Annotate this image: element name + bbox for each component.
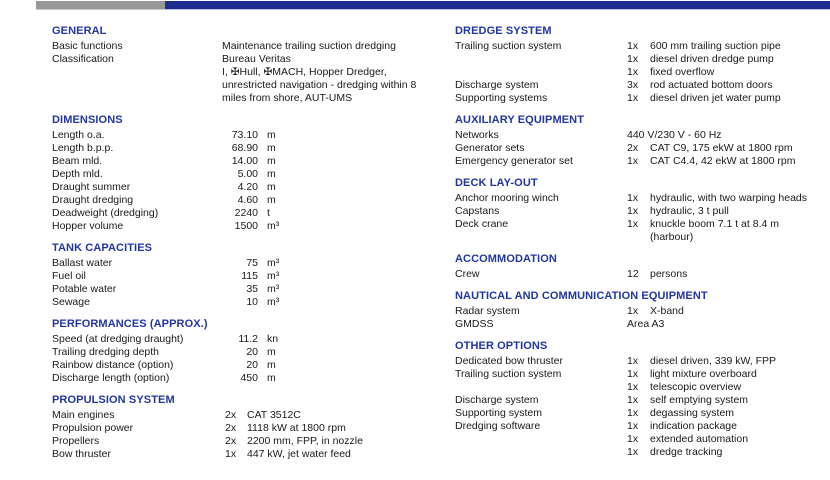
row-quantity: 1x	[627, 192, 639, 204]
spec-row	[455, 420, 830, 433]
row-label: Classification	[52, 53, 114, 65]
row-quantity: 1x	[225, 448, 237, 460]
row-unit: m	[267, 129, 276, 141]
spec-row	[455, 381, 830, 394]
row-label: Rainbow distance (option)	[52, 359, 174, 371]
spec-column-left	[52, 24, 435, 469]
row-label	[455, 433, 627, 446]
row-quantity: 12	[627, 268, 639, 280]
spec-row	[52, 40, 435, 53]
spec-column-right	[455, 24, 830, 467]
row-unit: m	[267, 155, 276, 167]
row-quantity: 1x	[627, 305, 639, 317]
row-label: Hopper volume	[52, 220, 124, 232]
row-value: 14.00	[231, 155, 258, 167]
row-label	[52, 92, 222, 105]
row-description: Bureau Veritas	[222, 53, 291, 65]
row-label: Deadweight (dredging)	[52, 207, 159, 219]
row-description: 1118 kW at 1800 rpm	[247, 422, 346, 434]
row-label	[455, 66, 627, 79]
row-value: 75	[246, 257, 258, 269]
spec-row	[52, 448, 435, 461]
row-quantity: 2x	[627, 142, 639, 154]
section-title: NAUTICAL AND COMMUNICATION EQUIPMENT	[455, 290, 708, 302]
row-description: telescopic overview	[650, 381, 742, 393]
spec-row	[52, 66, 435, 79]
row-description: diesel driven jet water pump	[650, 92, 781, 104]
spec-row	[52, 270, 435, 283]
row-label: Draught summer	[52, 181, 131, 193]
row-label: Length b.p.p.	[52, 142, 114, 154]
section-other-options	[455, 339, 830, 459]
section-title: DREDGE SYSTEM	[455, 25, 552, 37]
row-description: persons	[650, 268, 688, 280]
row-value: 2240	[234, 207, 258, 219]
row-label: Deck crane	[455, 218, 509, 230]
row-value: 10	[246, 296, 258, 308]
row-description: CAT C9, 175 ekW at 1800 rpm	[650, 142, 793, 154]
spec-row	[455, 305, 830, 318]
top-bar-blue-segment	[165, 1, 830, 10]
spec-row	[455, 446, 830, 459]
section-dredge-system	[455, 24, 830, 105]
row-description: 447 kW, jet water feed	[247, 448, 351, 460]
row-value: 1500	[234, 220, 258, 232]
row-label	[455, 381, 627, 394]
row-unit: kn	[267, 333, 279, 345]
section-title: DIMENSIONS	[52, 114, 123, 126]
row-label: Sewage	[52, 296, 90, 308]
row-quantity: 1x	[627, 394, 639, 406]
section-auxiliary-equipment	[455, 113, 830, 168]
spec-row	[455, 394, 830, 407]
spec-row	[455, 142, 830, 155]
row-label: Capstans	[455, 205, 500, 217]
spec-row	[52, 220, 435, 233]
row-quantity: 1x	[627, 381, 639, 393]
row-label: Emergency generator set	[455, 155, 573, 167]
row-description: hydraulic, with two warping heads	[650, 192, 807, 204]
spec-row	[52, 92, 435, 105]
row-description: dredge tracking	[650, 446, 723, 458]
row-label: Length o.a.	[52, 129, 105, 141]
row-description: hydraulic, 3 t pull	[650, 205, 729, 217]
section-title: OTHER OPTIONS	[455, 340, 548, 352]
spec-row	[455, 218, 830, 231]
row-value: 115	[241, 270, 258, 282]
row-quantity: 1x	[627, 155, 639, 167]
row-quantity: 1x	[627, 420, 639, 432]
row-unit: m³	[267, 257, 280, 269]
section-deck-lay-out	[455, 176, 830, 244]
row-label: Discharge system	[455, 79, 539, 91]
row-description: rod actuated bottom doors	[650, 79, 773, 91]
row-quantity: 1x	[627, 40, 639, 52]
row-description: 600 mm trailing suction pipe	[650, 40, 781, 52]
row-quantity: 1x	[627, 92, 639, 104]
row-label: GMDSS	[455, 318, 494, 330]
spec-row	[52, 296, 435, 309]
row-value: 35	[246, 283, 258, 295]
section-tank-capacities	[52, 241, 435, 309]
row-quantity: 1x	[627, 355, 639, 367]
row-description: miles from shore, AUT-UMS	[222, 92, 353, 104]
spec-row	[52, 155, 435, 168]
row-value-wide: Area A3	[627, 318, 665, 330]
row-unit: m	[267, 372, 276, 384]
section-title: DECK LAY-OUT	[455, 177, 538, 189]
row-label: Speed (at dredging draught)	[52, 333, 184, 345]
row-quantity	[627, 231, 650, 244]
section-title: TANK CAPACITIES	[52, 242, 153, 254]
row-label: Anchor mooring winch	[455, 192, 559, 204]
row-quantity: 1x	[627, 368, 639, 380]
row-label: Basic functions	[52, 40, 123, 52]
row-value: 4.20	[237, 181, 258, 193]
spec-row	[52, 359, 435, 372]
top-bar-gray-segment	[36, 1, 165, 10]
row-quantity: 2x	[225, 435, 237, 447]
row-unit: m	[267, 181, 276, 193]
spec-row	[52, 181, 435, 194]
row-label: Propellers	[52, 435, 100, 447]
row-description: degassing system	[650, 407, 735, 419]
row-unit: m³	[267, 220, 280, 232]
row-quantity: 1x	[627, 205, 639, 217]
row-label: Depth mld.	[52, 168, 103, 180]
section-nautical-and-communication-equipment	[455, 289, 830, 331]
spec-row	[52, 168, 435, 181]
row-value: 5.00	[237, 168, 258, 180]
row-description: 2200 mm, FPP, in nozzle	[247, 435, 363, 447]
row-description: unrestricted navigation - dredging within 8	[222, 79, 417, 91]
spec-row	[455, 192, 830, 205]
spec-row	[455, 155, 830, 168]
row-unit: m³	[267, 270, 280, 282]
row-description: knuckle boom 7.1 t at 8.4 m	[650, 218, 779, 230]
spec-row	[52, 333, 435, 346]
row-quantity: 3x	[627, 79, 639, 91]
row-description: (harbour)	[650, 231, 694, 243]
row-label	[455, 446, 627, 459]
row-description: indication package	[650, 420, 737, 432]
row-description: fixed overflow	[650, 66, 715, 78]
row-value: 450	[240, 372, 258, 384]
row-label: Dedicated bow thruster	[455, 355, 563, 367]
row-quantity: 1x	[627, 53, 639, 65]
section-title: AUXILIARY EQUIPMENT	[455, 114, 585, 126]
section-title: PROPULSION SYSTEM	[52, 394, 175, 406]
spec-row	[455, 368, 830, 381]
row-label: Discharge system	[455, 394, 539, 406]
row-label: Networks	[455, 129, 499, 141]
section-title: ACCOMMODATION	[455, 253, 557, 265]
spec-row	[52, 372, 435, 385]
spec-row	[52, 409, 435, 422]
section-accommodation	[455, 252, 830, 281]
section-propulsion-system	[52, 393, 435, 461]
spec-row	[455, 318, 830, 331]
spec-row	[455, 268, 830, 281]
row-label	[455, 53, 627, 66]
row-unit: m³	[267, 296, 280, 308]
row-label: Bow thruster	[52, 448, 111, 460]
row-description: CAT C4.4, 42 ekW at 1800 rpm	[650, 155, 796, 167]
row-description: Maintenance trailing suction dredging	[222, 40, 396, 52]
row-value: 4.60	[237, 194, 258, 206]
spec-row	[52, 346, 435, 359]
row-quantity: 1x	[627, 66, 639, 78]
row-label: Main engines	[52, 409, 115, 421]
spec-row	[455, 129, 830, 142]
row-quantity: 1x	[627, 218, 639, 230]
row-label: Supporting systems	[455, 92, 548, 104]
row-label: Propulsion power	[52, 422, 134, 434]
row-value: 20	[246, 346, 258, 358]
row-label: Beam mld.	[52, 155, 103, 167]
row-label	[52, 66, 222, 79]
row-label: Discharge length (option)	[52, 372, 170, 384]
row-value: 20	[246, 359, 258, 371]
row-unit: m³	[267, 283, 280, 295]
row-description: diesel driven, 339 kW, FPP	[650, 355, 777, 367]
section-title: PERFORMANCES (APPROX.)	[52, 318, 208, 330]
row-label: Trailing suction system	[455, 40, 562, 52]
row-description: diesel driven dredge pump	[650, 53, 774, 65]
row-unit: m	[267, 359, 276, 371]
row-description: self emptying system	[650, 394, 749, 406]
row-description: CAT 3512C	[247, 409, 301, 421]
row-quantity: 2x	[225, 409, 237, 421]
spec-row	[455, 92, 830, 105]
row-label: Dredging software	[455, 420, 541, 432]
spec-row	[52, 207, 435, 220]
row-label: Draught dredging	[52, 194, 134, 206]
row-quantity: 1x	[627, 407, 639, 419]
row-unit: t	[267, 207, 270, 219]
row-unit: m	[267, 346, 276, 358]
row-description: extended automation	[650, 433, 749, 445]
spec-row	[52, 129, 435, 142]
spec-row	[52, 194, 435, 207]
row-unit: m	[267, 168, 276, 180]
spec-row	[52, 422, 435, 435]
row-label: Fuel oil	[52, 270, 86, 282]
row-label	[52, 79, 222, 92]
spec-row	[455, 66, 830, 79]
row-label: Ballast water	[52, 257, 113, 269]
spec-row	[52, 142, 435, 155]
row-description: light mixture overboard	[650, 368, 757, 380]
row-label: Supporting system	[455, 407, 542, 419]
spec-row	[455, 205, 830, 218]
spec-row	[52, 283, 435, 296]
row-label	[455, 231, 627, 244]
row-quantity: 2x	[225, 422, 237, 434]
row-label: Radar system	[455, 305, 520, 317]
spec-row	[52, 435, 435, 448]
spec-row	[455, 79, 830, 92]
spec-row	[455, 40, 830, 53]
spec-row	[455, 407, 830, 420]
spec-row	[455, 433, 830, 446]
row-value-wide: 440 V/230 V - 60 Hz	[627, 129, 722, 141]
row-value: 11.2	[238, 333, 258, 345]
section-dimensions	[52, 113, 435, 233]
row-quantity: 1x	[627, 433, 639, 445]
row-unit: m	[267, 142, 276, 154]
row-label: Potable water	[52, 283, 117, 295]
spec-row	[52, 257, 435, 270]
spec-row	[455, 355, 830, 368]
spec-row	[455, 231, 830, 244]
row-quantity: 1x	[627, 446, 639, 458]
row-value: 73.10	[231, 129, 258, 141]
row-label: Trailing suction system	[455, 368, 562, 380]
spec-row	[52, 79, 435, 92]
section-general	[52, 24, 435, 105]
row-description: I, ✠Hull, ✠MACH, Hopper Dredger,	[222, 66, 387, 78]
row-label: Crew	[455, 268, 480, 280]
section-performances-approx-	[52, 317, 435, 385]
row-description: X-band	[650, 305, 684, 317]
section-title: GENERAL	[52, 25, 107, 37]
spec-row	[455, 53, 830, 66]
row-value: 68.90	[231, 142, 258, 154]
row-label: Generator sets	[455, 142, 525, 154]
row-unit: m	[267, 194, 276, 206]
row-label: Trailing dredging depth	[52, 346, 160, 358]
spec-row	[52, 53, 435, 66]
